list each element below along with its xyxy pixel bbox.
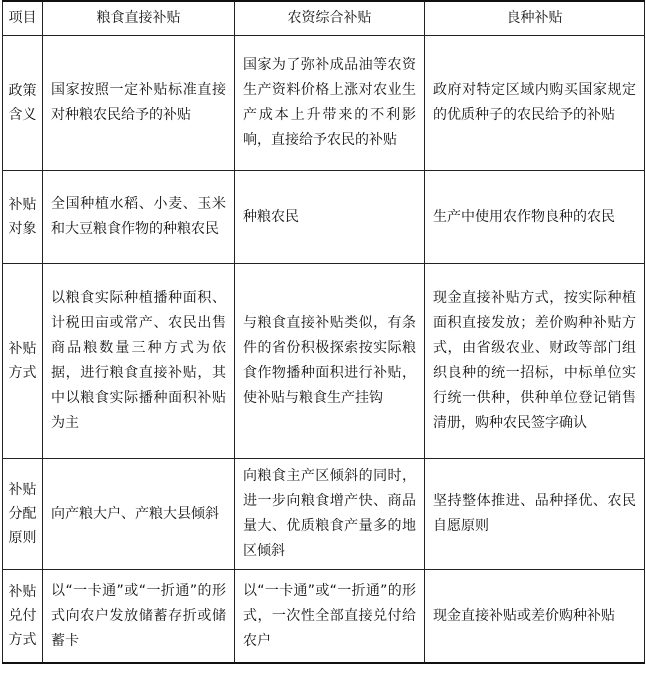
table-cell: 国家按照一定补贴标准直接对种粮农民给予的补贴	[43, 36, 235, 171]
row-label-line: 补贴	[8, 482, 37, 498]
header-grain-direct-subsidy: 粮食直接补贴	[43, 1, 235, 36]
table-cell: 现金直接补贴或差价购种补贴	[425, 570, 645, 664]
table-cell: 生产中使用农作物良种的农民	[425, 171, 645, 264]
row-label-subsidy-method	[3, 264, 43, 459]
row-label-line: 分配	[8, 506, 37, 522]
table-cell: 与粮食直接补贴类似，有条件的省份积极探索按实际粮食作物播种面积进行补贴，使补贴与粮食生产挂钩	[235, 264, 425, 459]
table-row	[3, 36, 645, 171]
row-label-line: 补贴	[8, 341, 37, 357]
table-cell: 向产粮大户、产粮大县倾斜	[43, 459, 235, 570]
table-cell: 坚持整体推进、品种择优、农民自愿原则	[425, 459, 645, 570]
row-label-subsidy-target	[3, 171, 43, 264]
table-cell: 向粮食主产区倾斜的同时，进一步向粮食增产快、商品量大、优质粮食产量多的地区倾斜	[235, 459, 425, 570]
row-label-line: 原则	[8, 530, 37, 546]
table-row	[3, 264, 645, 459]
row-label-line: 补贴	[8, 197, 37, 213]
row-label-line: 补贴	[8, 584, 37, 600]
table-cell: 种粮农民	[235, 171, 425, 264]
table-row	[3, 171, 645, 264]
table-row	[3, 459, 645, 570]
row-label-allocation-principle	[3, 459, 43, 570]
row-label-line: 政策	[8, 83, 37, 99]
table-cell: 以“一卡通”或“一折通”的形式向农户发放储蓄存折或储蓄卡	[43, 570, 235, 664]
row-label-policy-meaning	[3, 36, 43, 171]
row-label-line: 含义	[8, 107, 37, 123]
table-cell: 以“一卡通”或“一折通”的形式，一次性全部直接兑付给农户	[235, 570, 425, 664]
header-agri-input-subsidy: 农资综合补贴	[235, 1, 425, 36]
row-label-line: 对象	[8, 221, 37, 237]
row-label-line: 兑付	[8, 608, 37, 624]
table-cell: 全国种植水稻、小麦、玉米和大豆粮食作物的种粮农民	[43, 171, 235, 264]
subsidy-comparison-table	[2, 0, 645, 664]
row-label-payment-method	[3, 570, 43, 664]
header-row	[3, 1, 645, 36]
table-row	[3, 570, 645, 664]
row-label-line: 方式	[8, 365, 37, 381]
table-cell: 国家为了弥补成品油等农资生产资料价格上涨对农业生产成本上升带来的不利影响，直接给予农民的补贴	[235, 36, 425, 171]
header-item: 项目	[3, 1, 43, 36]
row-label-line: 方式	[8, 632, 37, 648]
header-seed-subsidy: 良种补贴	[425, 1, 645, 36]
table-cell: 以粮食实际种植播种面积、计税田亩或常产、农民出售商品粮数量三种方式为依据，进行粮食直接补贴，其中以粮食实际播种面积补贴为主	[43, 264, 235, 459]
table-cell: 政府对特定区域内购买国家规定的优质种子的农民给予的补贴	[425, 36, 645, 171]
table-cell: 现金直接补贴方式，按实际种植面积直接发放；差价购种补贴方式，由省级农业、财政等部门组织良种的统一招标，中标单位实行统一供种，供种单位登记销售清册，购种农民签字确认	[425, 264, 645, 459]
